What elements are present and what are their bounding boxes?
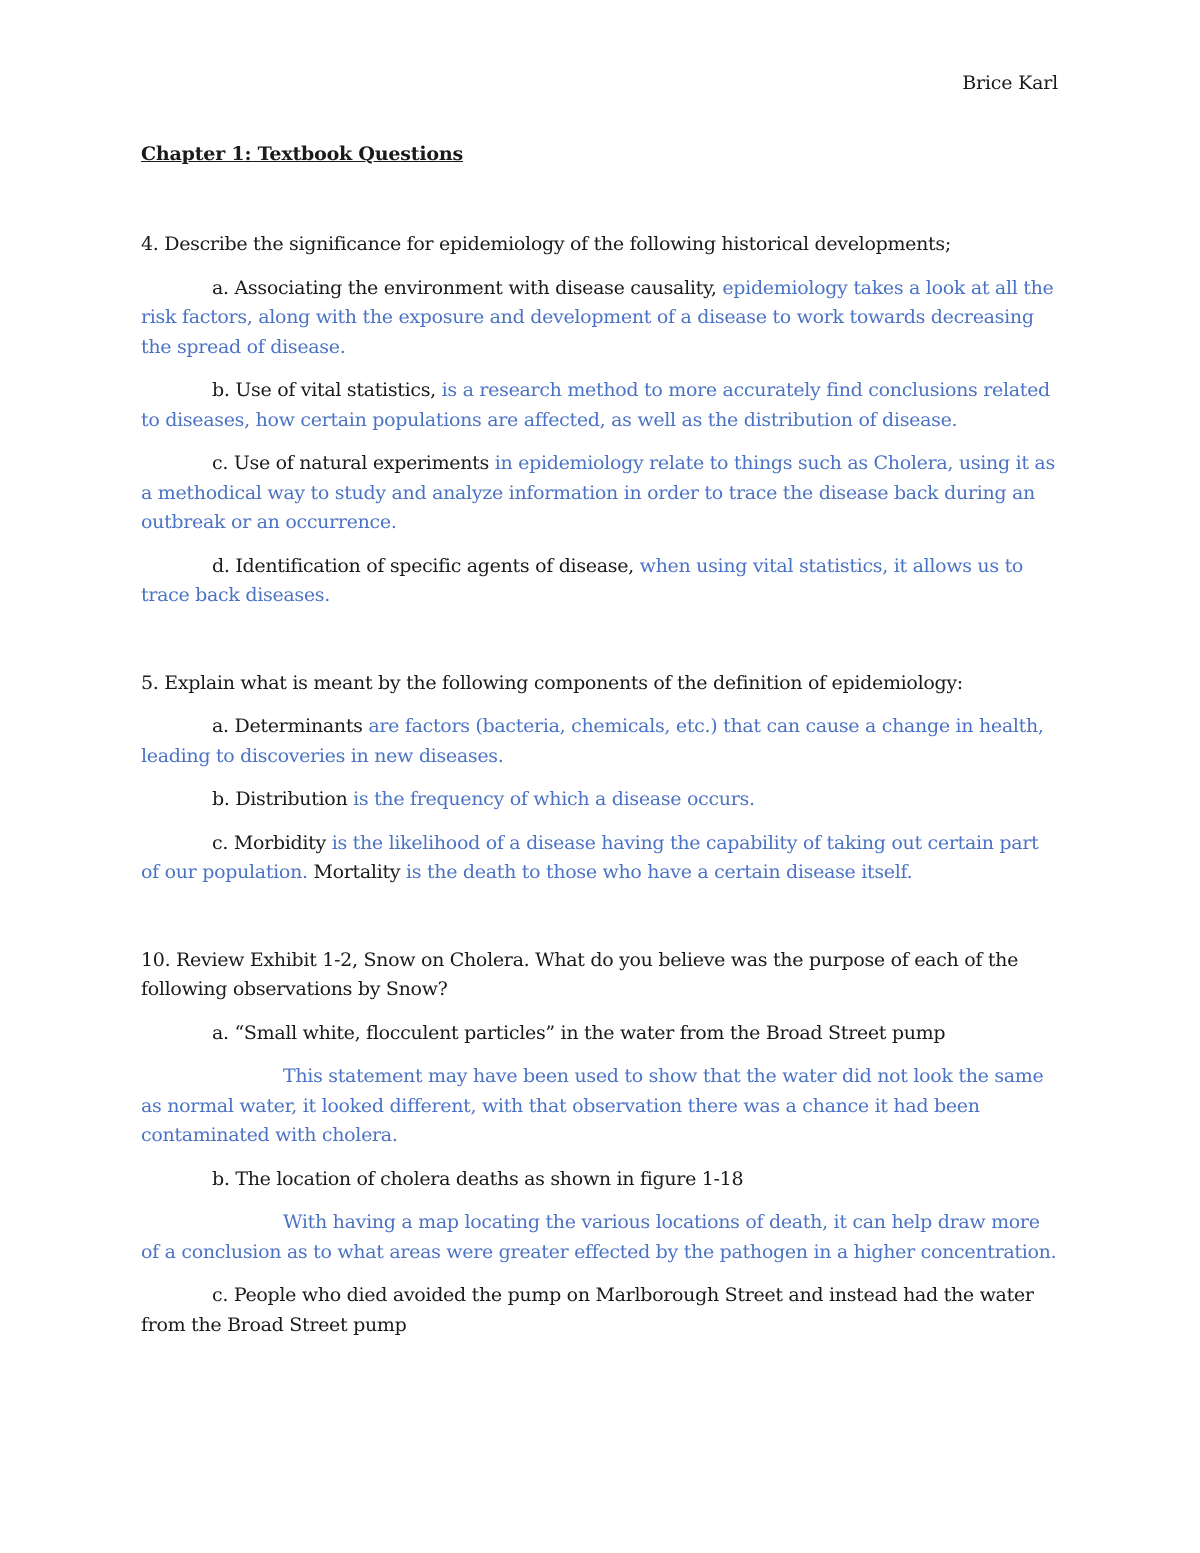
- answer-10b: With having a map locating the various locations of death, it can help draw more of a conclusion as to what areas were greater effected by the pathogen in a higher concentration.: [141, 1211, 1057, 1263]
- section-spacer: [141, 625, 1061, 669]
- question-5c: [141, 829, 1061, 888]
- question-5a: [141, 712, 1061, 771]
- answer-4b: is a research method to more accurately find conclusions related to diseases, how certain populations are affected, as well as the distribution of disease.: [141, 379, 1050, 431]
- question-5-prompt: 5. Explain what is meant by the following components of the definition of epidemiology:: [141, 671, 963, 694]
- question-4c: [141, 449, 1061, 538]
- question-10-prompt: 10. Review Exhibit 1-2, Snow on Cholera. What do you believe was the purpose of each of the following observations by Snow?: [141, 948, 1019, 1000]
- question-10c: c. People who died avoided the pump on Marlborough Street and instead had the water from the Broad Street pump: [141, 1284, 1034, 1336]
- question-5a-text: a. Determinants: [212, 715, 369, 737]
- question-4a: [141, 274, 1061, 363]
- question-4b: [141, 376, 1061, 435]
- question-5c-text2: Mortality: [313, 861, 406, 883]
- question-4d: [141, 552, 1061, 611]
- question-10a: a. “Small white, flocculent particles” in the water from the Broad Street pump: [212, 1021, 946, 1044]
- question-4-prompt: 4. Describe the significance for epidemiology of the following historical developments;: [141, 233, 951, 255]
- answer-5c-part2: is the death to those who have a certain disease itself.: [406, 861, 913, 883]
- answer-4a: epidemiology takes a look at all the risk factors, along with the exposure and development of a disease to work towards decreasing the spread of disease.: [141, 276, 1054, 358]
- question-4d-text: d. Identification of specific agents of disease,: [212, 554, 640, 577]
- question-4a-text: a. Associating the environment with disease causality,: [212, 276, 723, 299]
- section-spacer: [141, 902, 1061, 946]
- author-name: Brice Karl: [962, 72, 1058, 94]
- page-title: Chapter 1: Textbook Questions: [141, 143, 463, 165]
- answer-4d: when using vital statistics, it allows us to trace back diseases.: [141, 554, 1024, 606]
- question-4c-text: c. Use of natural experiments: [212, 452, 495, 474]
- answer-10a: This statement may have been used to show that the water did not look the same as normal water, it looked different, with that observation there was a chance it had been contaminated with cholera.: [141, 1065, 1044, 1146]
- answer-5b: is the frequency of which a disease occurs.: [353, 788, 755, 810]
- question-5c-text: c. Morbidity: [212, 831, 332, 854]
- question-5b: [141, 785, 1061, 815]
- document-body: [141, 230, 1061, 1354]
- question-10b: b. The location of cholera deaths as shown in figure 1-18: [212, 1167, 744, 1190]
- answer-5a: are factors (bacteria, chemicals, etc.) that can cause a change in health, leading to discoveries in new diseases.: [141, 715, 1044, 767]
- answer-5c-part1: is the likelihood of a disease having the capability of taking out certain part of our population.: [141, 831, 1039, 883]
- answer-4c: in epidemiology relate to things such as Cholera, using it as a methodical way to study and analyze information in order to trace the disease back during an outbreak or an occurrence.: [141, 452, 1055, 533]
- question-5b-text: b. Distribution: [212, 788, 354, 810]
- question-4b-text: b. Use of vital statistics,: [212, 379, 442, 401]
